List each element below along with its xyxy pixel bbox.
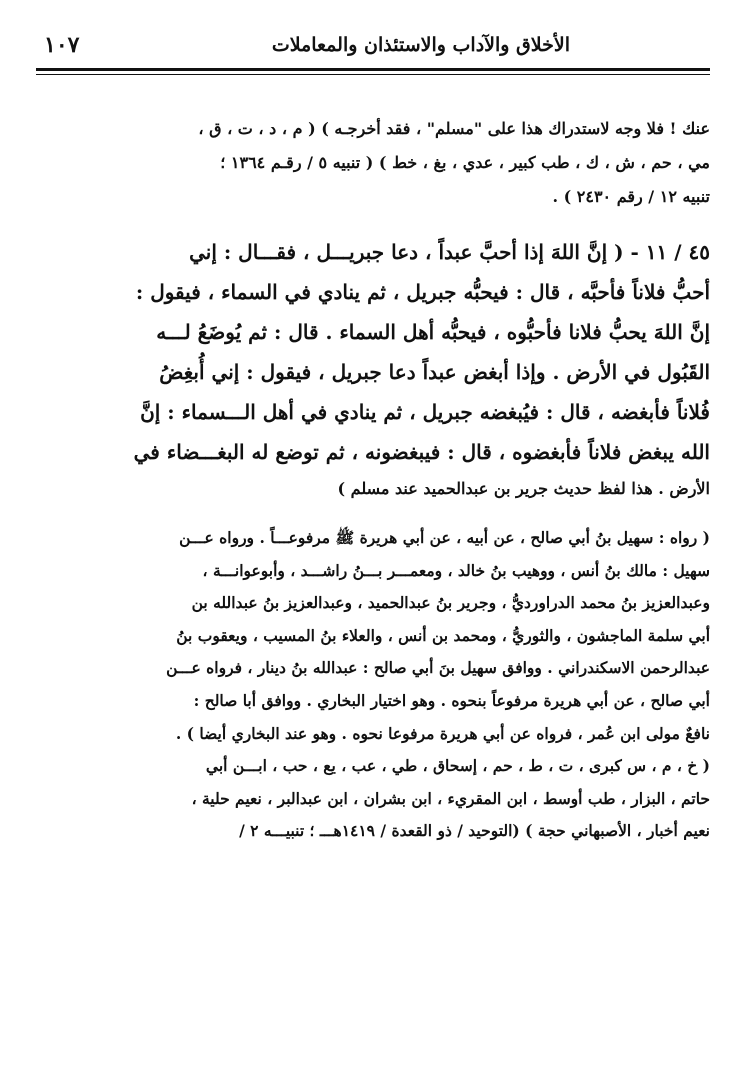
text-line: مي ، حم ، ش ، ك ، طب كبير ، عدي ، بغ ، خط ) ( تنبيه ٥ / رقـم ١٣٦٤ ؛ — [220, 153, 710, 172]
text-line: الأرض . هذا لفظ حديث جرير بن عبدالحميد عند مسلم ) — [337, 479, 710, 498]
page-body — [36, 112, 710, 848]
text-line: ( رواه : سهيل بنُ أبي صالح ، عن أبيه ، عن أبي هريرة ﷺ مرفوعـــاً . ورواه عـــن — [179, 528, 710, 547]
running-title: الأخلاق والآداب والاستئذان والمعاملات — [271, 34, 570, 56]
page-header — [36, 30, 710, 70]
text-line: إنَّ اللهَ يحبُّ فلانا فأحبُّوه ، فيحبُّه أهل السماء . قال : ثم يُوضَعُ لـــه — [156, 320, 710, 344]
header-rule-thin — [36, 74, 710, 75]
text-line: القَبُول في الأرض . وإذا أبغض عبداً دعا جبريل ، فيقول : إني أُبغِضُ — [159, 360, 710, 384]
text-line: أبي سلمة الماجشون ، والثوريُّ ، ومحمد بن أنس ، والعلاء بنُ المسيب ، ويعقوب بنُ — [176, 625, 710, 645]
text-line: نافعٌ مولى ابن عُمر ، فرواه عن أبي هريرة مرفوعا نحوه . وهو عند البخاري أيضا ) . — [175, 723, 710, 743]
text-line: عنك ! فلا وجه لاستدراك هذا على "مسلم" ، فقد أخرجـه ) ( م ، د ، ت ، ق ، — [198, 119, 710, 138]
text-line: الله يبغض فلاناً فأبغضوه ، قال : فيبغضونه ، ثم توضع له البغـــضاء في — [133, 440, 710, 464]
hadith-text — [36, 232, 710, 506]
text-line: عبدالرحمن الاسكندراني . ووافق سهيل بنَ أبي صالح : عبدالله بنُ دينار ، فرواه عـــن — [166, 658, 710, 678]
footnote-continuation — [36, 112, 710, 214]
text-line: نعيم أخبار ، الأصبهاني حجة ) (التوحيد / ذو القعدة / ١٤١٩هـــ ؛ تنبيـــه ٢ / — [239, 821, 710, 841]
text-line: سهيل : مالك بنُ أنس ، ووهيب بنُ خالد ، ومعمـــر بـــنُ راشـــد ، وأبوعوانـــة ، — [202, 560, 710, 580]
text-line: ٤٥ / ١١ - ( إنَّ اللهَ إذا أحبَّ عبداً ، دعا جبريـــل ، فقـــال : إني — [189, 240, 710, 264]
text-line: ( خ ، م ، س كبرى ، ت ، ط ، حم ، إسحاق ، طي ، عب ، يع ، حب ، ابـــن أبي — [205, 756, 710, 776]
text-line: أبي صالح ، عن أبي هريرة مرفوعاً بنحوه . وهو اختيار البخاري . ووافق أبا صالح : — [193, 690, 710, 710]
page-number: ١٠٧ — [44, 32, 80, 58]
text-line: فُلاناً فأبغضه ، قال : فيُبغضه جبريل ، ثم ينادي في أهل الـــسماء : إنَّ — [140, 400, 710, 424]
text-line: أحبُّ فلاناً فأحبَّه ، قال : فيحبُّه جبريل ، ثم ينادي في السماء ، فيقول : — [135, 280, 710, 304]
text-line: وعبدالعزيز بنُ محمد الدراورديُّ ، وجرير بنُ عبدالحميد ، وعبدالعزيز بنُ عبدالله بن — [191, 593, 710, 613]
text-line: تنبيه ١٢ / رقم ٢٤٣٠ ) . — [552, 187, 710, 206]
text-line: حاتم ، البزار ، طب أوسط ، ابن المقريء ، ابن بشران ، ابن عبدالبر ، نعيم حلية ، — [191, 788, 710, 808]
header-rule — [36, 68, 710, 71]
takhrij-text — [36, 522, 710, 848]
